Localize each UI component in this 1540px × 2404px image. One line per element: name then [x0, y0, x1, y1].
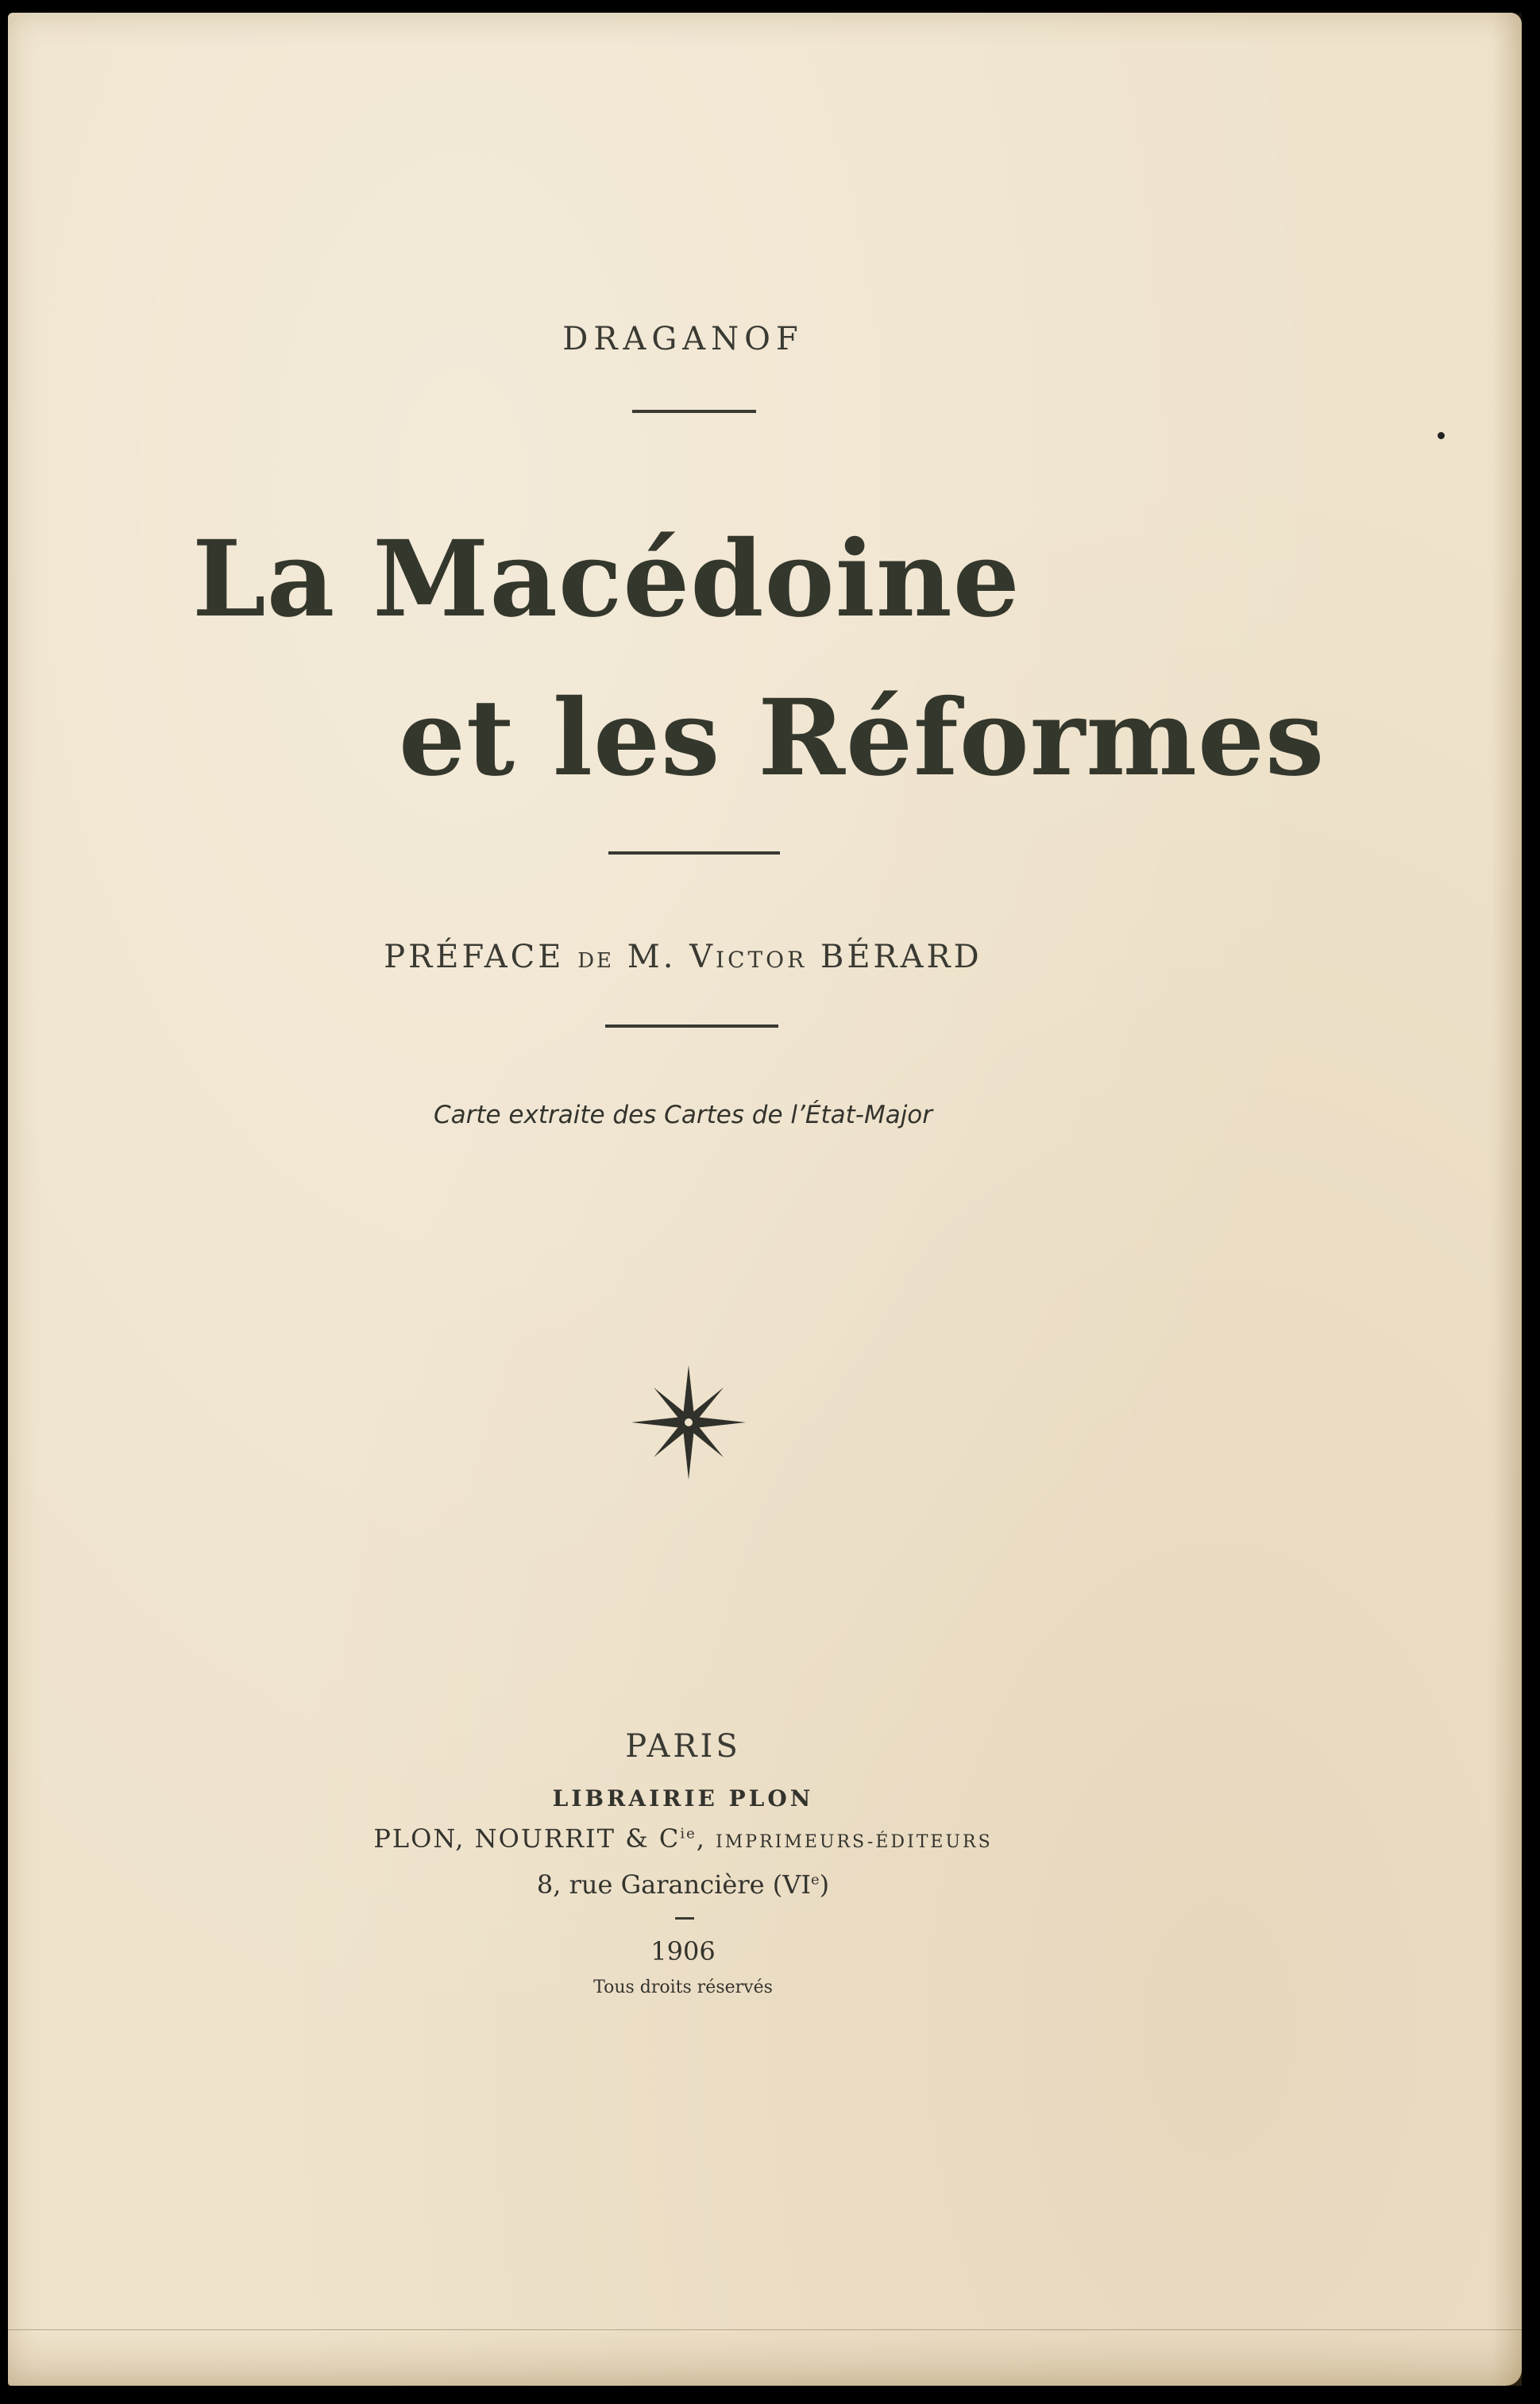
imprint-publisher [8, 1823, 1358, 1854]
map-source-note: Carte extraite des Cartes de l’État-Major [433, 1101, 933, 1129]
preface-victor-initial: V [689, 939, 716, 975]
preface-victor-rest: ICTOR [716, 947, 808, 973]
imprint-year: 1906 [650, 1936, 716, 1966]
title-page [8, 13, 1522, 2386]
imprint-city: PARIS [625, 1728, 741, 1765]
preface-word: PRÉFACE [384, 939, 565, 975]
imprint-address [8, 1870, 1358, 1900]
page-edge-shadow [1492, 13, 1522, 2386]
preface-m: M. [627, 939, 677, 975]
imprint-library: LIBRAIRIE PLON [552, 1785, 814, 1812]
address-sup: e [810, 1871, 820, 1889]
preface-name: BÉRARD [820, 939, 982, 975]
book-title-line-2: et les Réformes [399, 677, 1326, 800]
compass-star-icon [629, 1363, 748, 1482]
address-close: ) [819, 1870, 830, 1900]
divider-rule [632, 410, 756, 413]
publisher-main: PLON, NOURRIT & C [373, 1823, 681, 1854]
publisher-role: IMPRIMEURS-ÉDITEURS [716, 1832, 993, 1852]
divider-rule [605, 1024, 778, 1028]
page-bottom-edge [8, 2329, 1522, 2386]
preface-victor [689, 939, 807, 975]
preface-credit [8, 939, 1358, 975]
publisher-sup: ie [680, 1825, 697, 1843]
paper-speck [1438, 432, 1445, 439]
imprint-rights: Tous droits réservés [593, 1978, 773, 1997]
address-main: 8, rue Garancière (VI [536, 1870, 811, 1900]
author-name: DRAGANOF [562, 321, 804, 357]
publisher-tail: , [696, 1823, 716, 1854]
preface-de: DE [577, 949, 615, 973]
book-title-line-1: La Macédoine [192, 518, 1021, 641]
imprint-dash [675, 1917, 694, 1920]
divider-rule [608, 851, 780, 855]
